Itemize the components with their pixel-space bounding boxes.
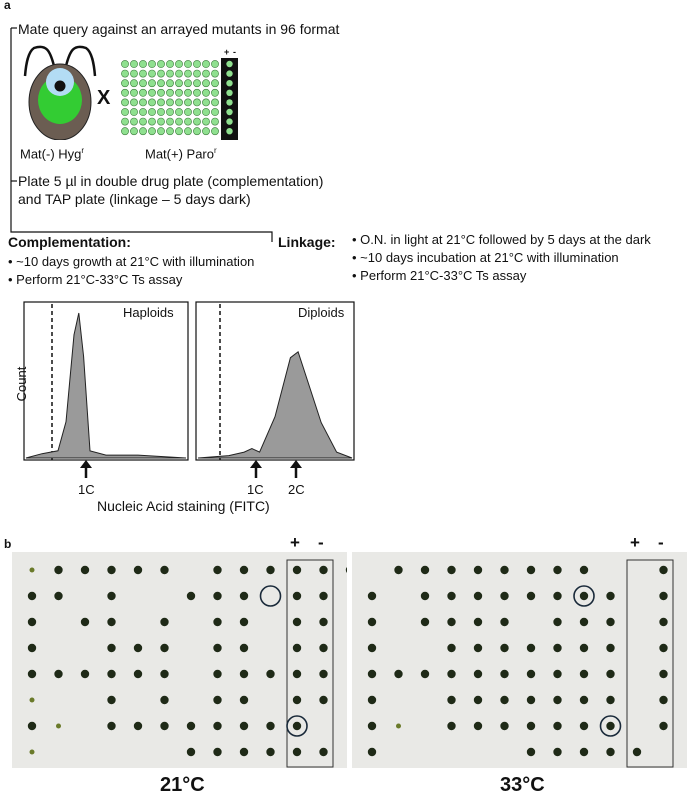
array-well	[175, 118, 182, 125]
plate-21c-plus: +	[290, 533, 300, 552]
highlight-circle	[261, 586, 281, 606]
array-well	[121, 108, 128, 115]
colony	[240, 644, 248, 652]
colony	[213, 592, 221, 600]
colony	[447, 722, 455, 730]
linkage-title: Linkage:	[278, 234, 336, 250]
colony	[160, 696, 168, 704]
diploid-1c-label: 1C	[247, 482, 264, 497]
colony	[659, 644, 667, 652]
colony	[368, 644, 376, 652]
array-well	[157, 70, 164, 77]
control-well	[226, 128, 232, 134]
array-well	[130, 118, 137, 125]
array-well	[193, 60, 200, 67]
colony	[28, 618, 36, 626]
array-well	[193, 128, 200, 135]
colony	[107, 670, 115, 678]
colony	[240, 592, 248, 600]
colony	[368, 618, 376, 626]
array-well	[202, 108, 209, 115]
step-plate-line2: and TAP plate (linkage – 5 days dark)	[18, 191, 251, 207]
colony	[659, 592, 667, 600]
array-well	[175, 89, 182, 96]
colony	[81, 618, 89, 626]
mutant-array	[118, 46, 248, 141]
array-well	[202, 128, 209, 135]
colony	[527, 748, 535, 756]
array-well	[166, 60, 173, 67]
colony	[474, 644, 482, 652]
array-well	[157, 118, 164, 125]
colony	[659, 566, 667, 574]
colony	[107, 696, 115, 704]
array-well	[121, 80, 128, 87]
colony	[447, 592, 455, 600]
colony	[293, 670, 301, 678]
colony	[580, 566, 588, 574]
array-well	[139, 118, 146, 125]
colony	[346, 566, 347, 574]
array-plus-sign: +	[224, 47, 230, 57]
colony	[28, 592, 36, 600]
array-well	[202, 60, 209, 67]
array-well	[157, 89, 164, 96]
colony	[527, 722, 535, 730]
colony	[107, 566, 115, 574]
colony	[293, 696, 301, 704]
array-well	[202, 70, 209, 77]
colony	[56, 724, 61, 729]
colony	[659, 722, 667, 730]
panel-a-label: a	[4, 0, 11, 12]
colony	[659, 696, 667, 704]
colony	[240, 722, 248, 730]
colony	[28, 644, 36, 652]
control-box	[627, 560, 673, 767]
colony	[213, 696, 221, 704]
colony	[474, 696, 482, 704]
control-well	[226, 90, 232, 96]
colony	[500, 722, 508, 730]
colony	[447, 670, 455, 678]
control-well	[226, 70, 232, 76]
colony	[107, 592, 115, 600]
colony	[606, 722, 614, 730]
array-well	[139, 89, 146, 96]
colony	[580, 618, 588, 626]
array-well	[193, 70, 200, 77]
colony	[187, 748, 195, 756]
step-plate-line1: Plate 5 µl in double drug plate (complementation)	[18, 173, 324, 189]
colony	[293, 592, 301, 600]
array-well	[139, 80, 146, 87]
complementation-bullet-2: • Perform 21°C-33°C Ts assay	[8, 272, 183, 287]
array-well	[130, 108, 137, 115]
colony	[293, 722, 301, 730]
colony	[266, 722, 274, 730]
control-well	[226, 99, 232, 105]
colony	[213, 618, 221, 626]
colony	[474, 722, 482, 730]
array-well	[211, 89, 218, 96]
colony	[319, 644, 327, 652]
array-well	[184, 108, 191, 115]
colony	[187, 592, 195, 600]
marker-arrows	[80, 460, 302, 478]
colony	[107, 644, 115, 652]
array-well	[202, 118, 209, 125]
haploid-1c-label: 1C	[78, 482, 95, 497]
diploid-title: Diploids	[298, 305, 345, 320]
colony	[28, 722, 36, 730]
colony	[553, 670, 561, 678]
array-well	[184, 89, 191, 96]
plate-33c-plus: +	[630, 533, 640, 552]
haploid-title: Haploids	[123, 305, 174, 320]
colony	[107, 618, 115, 626]
array-well	[121, 70, 128, 77]
colony	[81, 670, 89, 678]
array-well	[211, 60, 218, 67]
array-well	[130, 60, 137, 67]
y-axis-label: Count	[14, 366, 29, 402]
plate-21c-minus: -	[318, 533, 324, 552]
colony	[160, 670, 168, 678]
colony	[606, 748, 614, 756]
colony	[266, 748, 274, 756]
array-well	[193, 108, 200, 115]
colony	[500, 644, 508, 652]
array-well	[175, 128, 182, 135]
colony	[606, 670, 614, 678]
colony	[54, 592, 62, 600]
array-well	[184, 60, 191, 67]
array-well	[130, 128, 137, 135]
array-well	[184, 99, 191, 106]
array-well	[175, 70, 182, 77]
colony	[368, 670, 376, 678]
linkage-bullet-2: • ~10 days incubation at 21°C with illumination	[352, 250, 619, 265]
array-well	[175, 99, 182, 106]
colony	[394, 566, 402, 574]
colony	[500, 696, 508, 704]
array-well	[202, 99, 209, 106]
colony	[396, 724, 401, 729]
array-well	[157, 108, 164, 115]
colony	[447, 566, 455, 574]
linkage-bullet-3: • Perform 21°C-33°C Ts assay	[352, 268, 527, 283]
array-well	[166, 108, 173, 115]
colony	[160, 722, 168, 730]
mat-minus-label: Mat(-) Hyg$^r$	[20, 146, 85, 162]
colony	[606, 644, 614, 652]
array-well	[139, 108, 146, 115]
colony	[553, 748, 561, 756]
array-well	[130, 89, 137, 96]
colony	[30, 698, 35, 703]
control-well	[226, 118, 232, 124]
array-well	[166, 99, 173, 106]
colony	[553, 644, 561, 652]
array-well	[148, 118, 155, 125]
array-well	[121, 128, 128, 135]
colony	[421, 566, 429, 574]
colony	[500, 566, 508, 574]
colony	[293, 618, 301, 626]
array-well	[211, 118, 218, 125]
colony	[368, 722, 376, 730]
colony	[368, 748, 376, 756]
plate-33c-temperature: 33°C	[500, 774, 545, 796]
colony	[134, 722, 142, 730]
colony	[240, 696, 248, 704]
array-well	[130, 70, 137, 77]
array-well	[139, 70, 146, 77]
array-well	[211, 99, 218, 106]
colony	[500, 670, 508, 678]
array-well	[166, 70, 173, 77]
colony	[240, 618, 248, 626]
array-well	[175, 60, 182, 67]
array-well	[130, 99, 137, 106]
array-well	[148, 70, 155, 77]
array-well	[139, 128, 146, 135]
array-well	[139, 60, 146, 67]
colony	[447, 696, 455, 704]
colony	[474, 618, 482, 626]
array-well	[211, 128, 218, 135]
array-well	[211, 70, 218, 77]
complementation-title: Complementation:	[8, 234, 131, 250]
colony	[447, 644, 455, 652]
array-well	[175, 108, 182, 115]
colony	[421, 592, 429, 600]
control-well	[226, 109, 232, 115]
colony	[319, 566, 327, 574]
colony	[213, 722, 221, 730]
colony	[394, 670, 402, 678]
array-well	[193, 80, 200, 87]
colony	[580, 644, 588, 652]
colony	[606, 696, 614, 704]
colony	[319, 696, 327, 704]
array-well	[166, 89, 173, 96]
colony	[553, 592, 561, 600]
array-well	[157, 80, 164, 87]
colony	[474, 592, 482, 600]
diploid-2c-label: 2C	[288, 482, 305, 497]
array-well	[121, 99, 128, 106]
colony	[81, 566, 89, 574]
colony	[213, 566, 221, 574]
array-well	[148, 99, 155, 106]
colony	[293, 566, 301, 574]
colony	[319, 748, 327, 756]
array-well	[166, 118, 173, 125]
colony	[606, 618, 614, 626]
colony	[319, 592, 327, 600]
plate-21c-temperature: 21°C	[160, 774, 205, 796]
colony	[319, 670, 327, 678]
colony	[527, 644, 535, 652]
array-well	[139, 99, 146, 106]
cross-symbol: X	[97, 87, 111, 109]
array-well	[157, 128, 164, 135]
flow-cytometry-histograms	[0, 300, 360, 520]
colony	[54, 566, 62, 574]
colony	[553, 722, 561, 730]
control-well	[226, 61, 232, 67]
colony	[319, 618, 327, 626]
array-well	[130, 80, 137, 87]
colony	[107, 722, 115, 730]
colony	[580, 748, 588, 756]
control-well	[226, 80, 232, 86]
colony	[553, 566, 561, 574]
haploid-histogram	[26, 313, 186, 458]
array-well	[121, 118, 128, 125]
plate-33c-colonies	[352, 552, 687, 768]
colony	[580, 722, 588, 730]
complementation-bullet-1: • ~10 days growth at 21°C with illumination	[8, 254, 255, 269]
array-well	[148, 108, 155, 115]
colony	[160, 644, 168, 652]
array-well	[211, 108, 218, 115]
array-well	[148, 60, 155, 67]
colony	[527, 566, 535, 574]
colony	[421, 670, 429, 678]
array-well	[193, 89, 200, 96]
colony	[500, 618, 508, 626]
array-well	[184, 128, 191, 135]
colony	[266, 566, 274, 574]
array-well	[148, 89, 155, 96]
colony	[553, 696, 561, 704]
array-well	[193, 118, 200, 125]
haploid-frame	[24, 302, 188, 460]
array-well	[148, 80, 155, 87]
colony	[659, 618, 667, 626]
array-well	[157, 99, 164, 106]
mat-plus-label: Mat(+) Paro$^r$	[145, 146, 217, 162]
colony	[160, 618, 168, 626]
colony	[134, 670, 142, 678]
colony	[160, 566, 168, 574]
x-axis-label: Nucleic Acid staining (FITC)	[97, 498, 270, 514]
colony	[293, 644, 301, 652]
plate-33c	[352, 552, 687, 768]
colony	[368, 696, 376, 704]
colony	[30, 750, 35, 755]
plate-21c-colonies	[12, 552, 347, 768]
array-well	[121, 60, 128, 67]
diploid-histogram	[198, 352, 352, 458]
plate-33c-minus: -	[658, 533, 664, 552]
colony	[213, 748, 221, 756]
colony	[368, 592, 376, 600]
colony	[293, 748, 301, 756]
colony	[447, 618, 455, 626]
array-well	[211, 80, 218, 87]
colony	[659, 670, 667, 678]
colony	[54, 670, 62, 678]
colony	[30, 568, 35, 573]
array-well	[148, 128, 155, 135]
mat-minus-cell	[20, 40, 100, 140]
colony	[580, 696, 588, 704]
colony	[553, 618, 561, 626]
colony	[187, 722, 195, 730]
array-well	[157, 60, 164, 67]
array-minus-sign: -	[233, 47, 236, 57]
colony	[134, 644, 142, 652]
colony	[240, 566, 248, 574]
colony	[421, 618, 429, 626]
colony	[213, 670, 221, 678]
colony	[527, 696, 535, 704]
colony	[266, 670, 274, 678]
colony	[633, 748, 641, 756]
step-mate: Mate query against an arrayed mutants in 96 format	[18, 21, 340, 37]
array-well	[121, 89, 128, 96]
colony	[474, 670, 482, 678]
colony	[527, 592, 535, 600]
colony	[527, 670, 535, 678]
linkage-bullet-1: • O.N. in light at 21°C followed by 5 days at the dark	[352, 232, 651, 247]
colony	[474, 566, 482, 574]
colony	[500, 592, 508, 600]
colony	[606, 592, 614, 600]
colony	[580, 670, 588, 678]
array-well	[184, 80, 191, 87]
array-well	[166, 128, 173, 135]
colony	[240, 670, 248, 678]
colony	[28, 670, 36, 678]
colony	[213, 644, 221, 652]
array-well	[202, 89, 209, 96]
array-well	[184, 118, 191, 125]
colony	[240, 748, 248, 756]
array-well	[202, 80, 209, 87]
array-well	[193, 99, 200, 106]
colony	[580, 592, 588, 600]
array-well	[184, 70, 191, 77]
plate-21c	[12, 552, 347, 768]
array-well	[166, 80, 173, 87]
colony	[134, 566, 142, 574]
array-well	[175, 80, 182, 87]
panel-b-label: b	[4, 537, 12, 551]
